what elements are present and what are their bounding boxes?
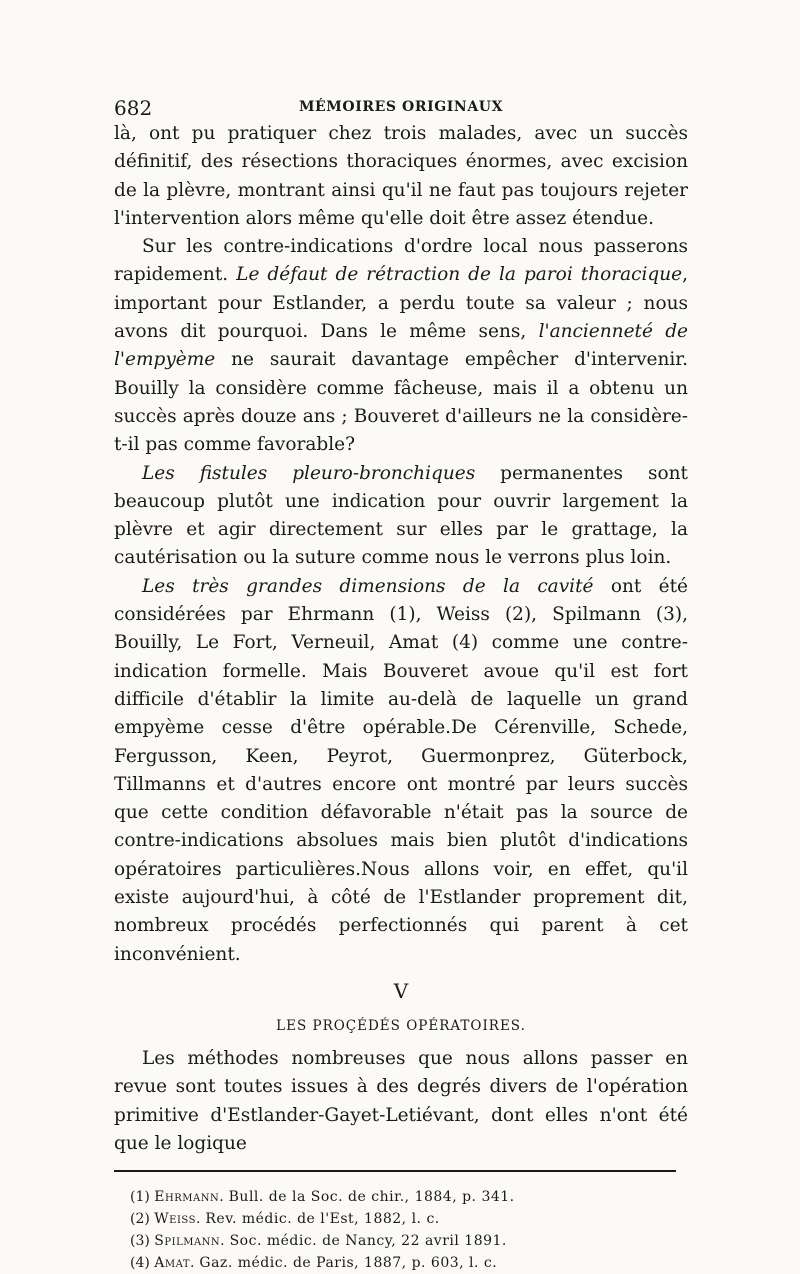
page-number: 682 [114,96,153,120]
section-number: V [393,978,409,1003]
footnote: (4) Amat. Gaz. médic. de Paris, 1887, p. 603, l. c. [130,1255,498,1272]
italic-phrase: l'ancienneté de l'empyème [114,321,688,371]
footnote: (1) Ehrmann. Bull. de la Soc. de chir., 1884, p. 341. [130,1189,515,1206]
paragraph: Les méthodes nombreuses que nous allons passer en revue sont toutes issues à des degrés divers de l'opération primitive d'Estlander-Gayet-Letiévant, dont elles n'ont été que le logique [114,1047,688,1154]
italic-phrase: Le défaut de rétraction de la paroi thoracique [236,264,683,286]
document-page [114,96,688,1274]
footnote: (3) Spilmann. Soc. médic. de Nancy, 22 avril 1891. [130,1233,507,1250]
footnote: (2) Weiss. Rev. médic. de l'Est, 1882, l. c. [130,1211,440,1228]
running-head: MÉMOIRES ORIGINAUX [298,99,504,115]
body-text [114,120,688,969]
page-header [114,96,688,118]
paragraph: là, ont pu pratiquer chez trois malades, avec un succès définitif, des résections thoraciques énormes, avec excision de la plèvre, montrant ainsi qu'il ne faut pas toujours rejeter l'intervention alors même qu'elle doit être assez étendue. [114,123,688,229]
body-text [114,1045,688,1158]
section-title: LES PROÇÉDÉS OPÉRATOIRES. [276,1017,526,1034]
paragraph: Les fistules pleuro-bronchiques permanentes sont beaucoup plutôt une indication pour ouvrir largement la plèvre et agir directement sur elles par le grattage, la cautérisation ou la suture comme nous le verrons plus loin. [114,462,688,569]
italic-phrase: Les fistules pleuro-bronchiques [142,462,476,484]
footnote-rule [114,1170,676,1172]
footnotes [114,1186,688,1274]
paragraph: Les très grandes dimensions de la cavité ont été considérées par Ehrmann (1), Weiss (2), Spilmann (3), Bouilly, Le Fort, Verneuil, Amat (4) comme une contre-indication formelle. Mais Bouveret avoue qu'il est fort difficile d'établir la limite au-delà de laquelle un grand empyème cesse d'être opérable.De Cérenville, Schede, Fergusson, Keen, Peyrot, Guermonprez, Güterbock, Tillmanns et d'autres encore ont montré par leurs succès que cette condition défavorable n'était pas la source de contre-indications absolues mais bien plutôt d'indications opératoires particulières.Nous allons voir, en effet, qu'il existe aujourd'hui, à côté de l'Estlander proprement dit, nombreux procédés perfectionnés qui parent à cet inconvénient. [114,575,688,965]
paragraph: Sur les contre-indications d'ordre local nous passerons rapidement. Le défaut de rétraction de la paroi thoracique, important pour Estlander, a perdu toute sa valeur ; nous avons dit pourquoi. Dans le même sens, l'ancienneté de l'empyème ne saurait davantage empêcher d'intervenir. Bouilly la considère comme fâcheuse, mais il a obtenu un succès après douze ans ; Bouveret d'ailleurs ne la considère-t-il pas comme favorable? [114,236,688,456]
italic-phrase: Les très grandes dimensions de la cavité [142,575,594,597]
